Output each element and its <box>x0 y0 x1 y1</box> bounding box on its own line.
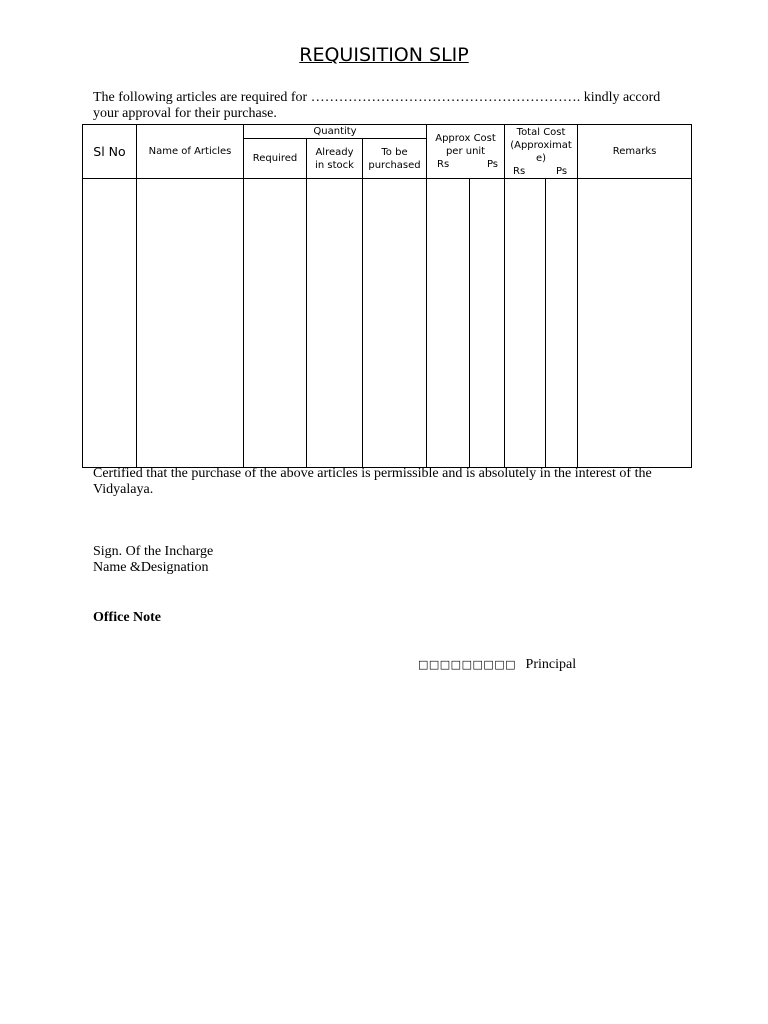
cell-approx-ps[interactable] <box>470 179 505 468</box>
header-name-of-articles: Name of Articles <box>137 125 244 179</box>
cell-name-of-articles[interactable] <box>137 179 244 468</box>
cell-sl-no[interactable] <box>83 179 137 468</box>
intro-blank-dots: …………………………………………………. <box>310 90 581 105</box>
approx-cost-line1: Approx Cost <box>435 133 496 144</box>
total-rs-label: Rs <box>513 165 526 177</box>
principal-label: Principal <box>525 657 577 672</box>
total-ps-label: Ps <box>555 165 568 177</box>
header-approx-cost <box>427 125 505 179</box>
requisition-table <box>82 124 692 468</box>
total-cost-units <box>505 165 577 178</box>
name-designation-label: Name &Designation <box>93 560 209 575</box>
cell-approx-rs[interactable] <box>427 179 470 468</box>
intro-text-start: The following articles are required for <box>93 90 308 105</box>
tobe-line1: To be <box>381 146 408 158</box>
already-line1: Already <box>315 146 354 158</box>
certification-text: Certified that the purchase of the above articles is permissible and is absolutely in the interest of the Vidyalaya. <box>93 466 652 497</box>
approx-rs-label: Rs <box>437 159 450 170</box>
total-cost-line1: Total Cost <box>516 126 566 138</box>
cell-total-rs[interactable] <box>505 179 546 468</box>
already-line2: in stock <box>315 159 354 171</box>
header-quantity: Quantity <box>244 125 427 139</box>
total-cost-line3: e) <box>536 152 547 164</box>
intro-text-end: kindly accord <box>583 90 661 105</box>
header-to-be-purchased <box>363 139 427 179</box>
approx-ps-label: Ps <box>486 159 499 170</box>
total-cost-line2: (Approximat <box>510 139 572 151</box>
principal-signature <box>418 657 576 673</box>
header-required: Required <box>244 139 307 179</box>
tobe-line2: purchased <box>368 159 421 171</box>
cell-total-ps[interactable] <box>546 179 578 468</box>
incharge-signature-block <box>93 544 213 576</box>
header-sl-no: Sl No <box>83 125 137 179</box>
principal-placeholder-glyphs: □□□□□□□□□ <box>418 658 517 671</box>
intro-paragraph <box>93 90 693 122</box>
header-already-in-stock <box>307 139 363 179</box>
office-note-heading: Office Note <box>93 610 162 625</box>
approx-cost-units <box>427 158 504 171</box>
sign-incharge-label: Sign. Of the Incharge <box>93 544 214 559</box>
cell-to-be-purchased[interactable] <box>363 179 427 468</box>
cell-required[interactable] <box>244 179 307 468</box>
intro-text-line2: your approval for their purchase. <box>93 106 277 121</box>
cell-already-in-stock[interactable] <box>307 179 363 468</box>
cell-remarks[interactable] <box>578 179 692 468</box>
table-body-row <box>83 179 692 468</box>
header-total-cost <box>505 125 578 179</box>
approx-cost-line2: per unit <box>445 146 486 157</box>
page-title: REQUISITION SLIP <box>299 44 469 66</box>
header-remarks: Remarks <box>578 125 692 179</box>
